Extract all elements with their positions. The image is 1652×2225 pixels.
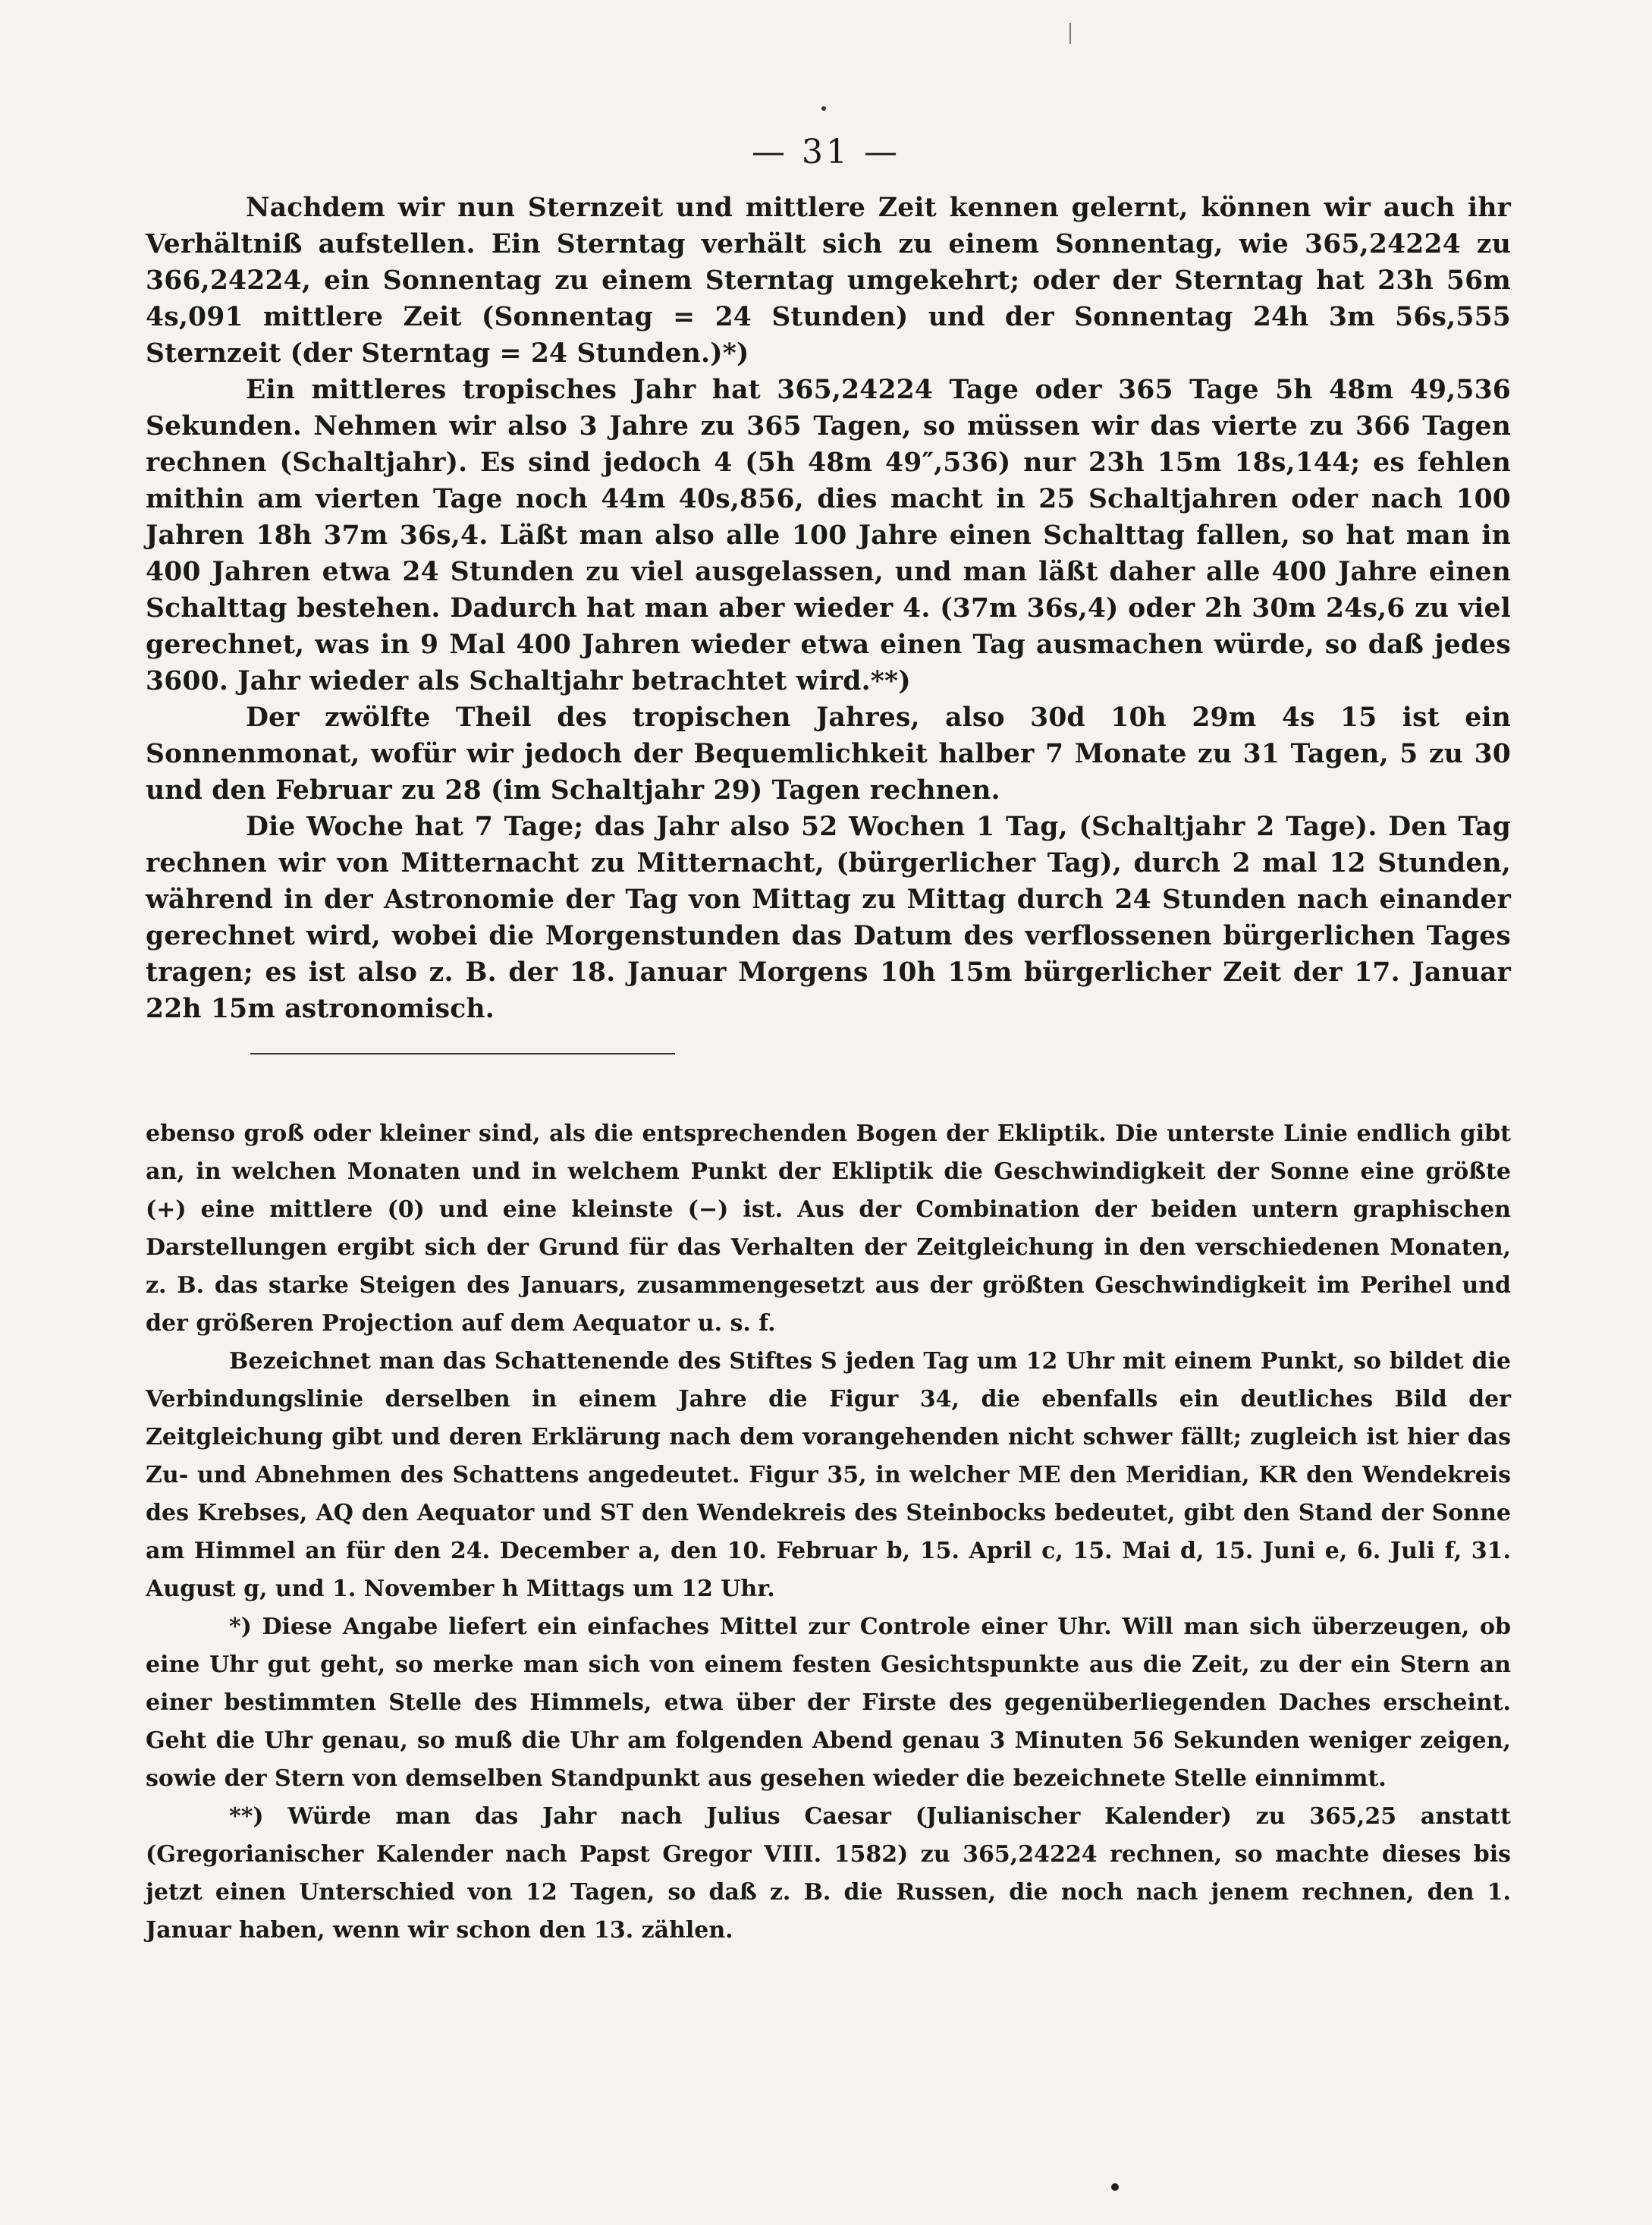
footnote-separator: [250, 1053, 675, 1054]
paragraph-solar-month: Der zwölfte Theil des tropischen Jahres, also 30d 10h 29m 4s 15 ist ein Sonnenmonat, wofür wir jedoch der Bequemlichkeit halber 7 Monate zu 31 Tagen, 5 zu 30 und den Februar zu 28 (im Schaltjahr 29) Tagen rechnen.: [146, 702, 1511, 806]
footnote-clock-control: *) Diese Angabe liefert ein einfaches Mittel zur Controle einer Uhr. Will man sich überzeugen, ob eine Uhr gut geht, so merke man sich von einem festen Gesichtspunkte aus die Zeit, zu der ein Stern an einer bestimmten Stelle des Himmels, etwa über der Firste des gegenüberliegenden Daches erscheint. Geht die Uhr genau, so muß die Uhr am folgenden Abend genau 3 Minuten 56 Sekunden weniger zeigen, sowie der Stern von demselben Standpunkt aus gesehen wieder die bezeichnete Stelle einnimmt.: [146, 1614, 1511, 1792]
footnote-shadow-figure: Bezeichnet man das Schattenende des Stiftes S jeden Tag um 12 Uhr mit einem Punkt, so bildet die Verbindungslinie derselben in einem Jahre die Figur 34, die ebenfalls ein deutliches Bild der Zeitgleichung gibt und deren Erklärung nach dem vorangehenden nicht schwer fällt; zugleich ist hier das Zu- und Abnehmen des Schattens angedeutet. Figur 35, in welcher ME den Meridian, KR den Wendekreis des Krebses, AQ den Aequator und ST den Wendekreis des Steinbocks bedeutet, gibt den Stand der Sonne am Himmel an für den 24. December a, den 10. Februar b, 15. April c, 15. Mai d, 15. Juni e, 6. Juli f, 31. August g, und 1. November h Mittags um 12 Uhr.: [146, 1348, 1511, 1602]
footnotes: [146, 1115, 1511, 1950]
footnote-ecliptic: ebenso groß oder kleiner sind, als die entsprechenden Bogen der Ekliptik. Die unterste Linie endlich gibt an, in welchen Monaten und in welchem Punkt der Ekliptik die Geschwindigkeit der Sonne eine größte (+) eine mittlere (0) und eine kleinste (−) ist. Aus der Combination der beiden untern graphischen Darstellungen ergibt sich der Grund für das Verhalten der Zeitgleichung in den verschiedenen Monaten, z. B. das starke Steigen des Januars, zusammengesetzt aus der größten Geschwindigkeit im Perihel und der größeren Projection auf dem Aequator u. s. f.: [146, 1120, 1511, 1337]
scan-dot-bottom: [1111, 2183, 1119, 2191]
scan-mark: [1069, 23, 1071, 44]
paragraph-tropical-year: Ein mittleres tropisches Jahr hat 365,24224 Tage oder 365 Tage 5h 48m 49,536 Sekunden. Nehmen wir also 3 Jahre zu 365 Tagen, so müssen wir das vierte zu 366 Tagen rechnen (Schaltjahr). Es sind jedoch 4 (5h 48m 49″,536) nur 23h 15m 18s,144; es fehlen mithin am vierten Tage noch 44m 40s,856, dies macht in 25 Schaltjahren oder nach 100 Jahren 18h 37m 36s,4. Läßt man also alle 100 Jahre einen Schalttag fallen, so hat man in 400 Jahren etwa 24 Stunden zu viel ausgelassen, und man läßt daher alle 400 Jahre einen Schalttag bestehen. Dadurch hat man aber wieder 4. (37m 36s,4) oder 2h 30m 24s,6 zu viel gerechnet, was in 9 Mal 400 Jahren wieder etwa einen Tag ausmachen würde, so daß jedes 3600. Jahr wieder als Schaltjahr betrachtet wird.**): [146, 375, 1511, 696]
paragraph-week-day: Die Woche hat 7 Tage; das Jahr also 52 Wochen 1 Tag, (Schaltjahr 2 Tage). Den Tag rechnen wir von Mitternacht zu Mitternacht, (bürgerlicher Tag), durch 2 mal 12 Stunden, während in der Astronomie der Tag von Mittag zu Mittag durch 24 Stunden nach einander gerechnet wird, wobei die Morgenstunden das Datum des verflossenen bürgerlichen Tages tragen; es ist also z. B. der 18. Januar Morgens 10h 15m bürgerlicher Zeit der 17. Januar 22h 15m astronomisch.: [146, 812, 1511, 1024]
main-text: [146, 190, 1511, 1027]
scan-dot: [821, 106, 826, 111]
page-number: — 31 —: [752, 133, 900, 171]
footnote-julian-calendar: **) Würde man das Jahr nach Julius Caesar (Julianischer Kalender) zu 365,25 anstatt (Gregorianischer Kalender nach Papst Gregor VIII. 1582) zu 365,24224 rechnen, so machte dieses bis jetzt einen Unterschied von 12 Tagen, so daß z. B. die Russen, die noch nach jenem rechnen, den 1. Januar haben, wenn wir schon den 13. zählen.: [146, 1803, 1511, 1944]
paragraph-sidereal-time: Nachdem wir nun Sternzeit und mittlere Zeit kennen gelernt, können wir auch ihr Verhältniß aufstellen. Ein Sterntag verhält sich zu einem Sonnentag, wie 365,24224 zu 366,24224, ein Sonnentag zu einem Sterntag umgekehrt; oder der Sterntag hat 23h 56m 4s,091 mittlere Zeit (Sonnentag = 24 Stunden) und der Sonnentag 24h 3m 56s,555 Sternzeit (der Sterntag = 24 Stunden.)*): [146, 193, 1511, 369]
